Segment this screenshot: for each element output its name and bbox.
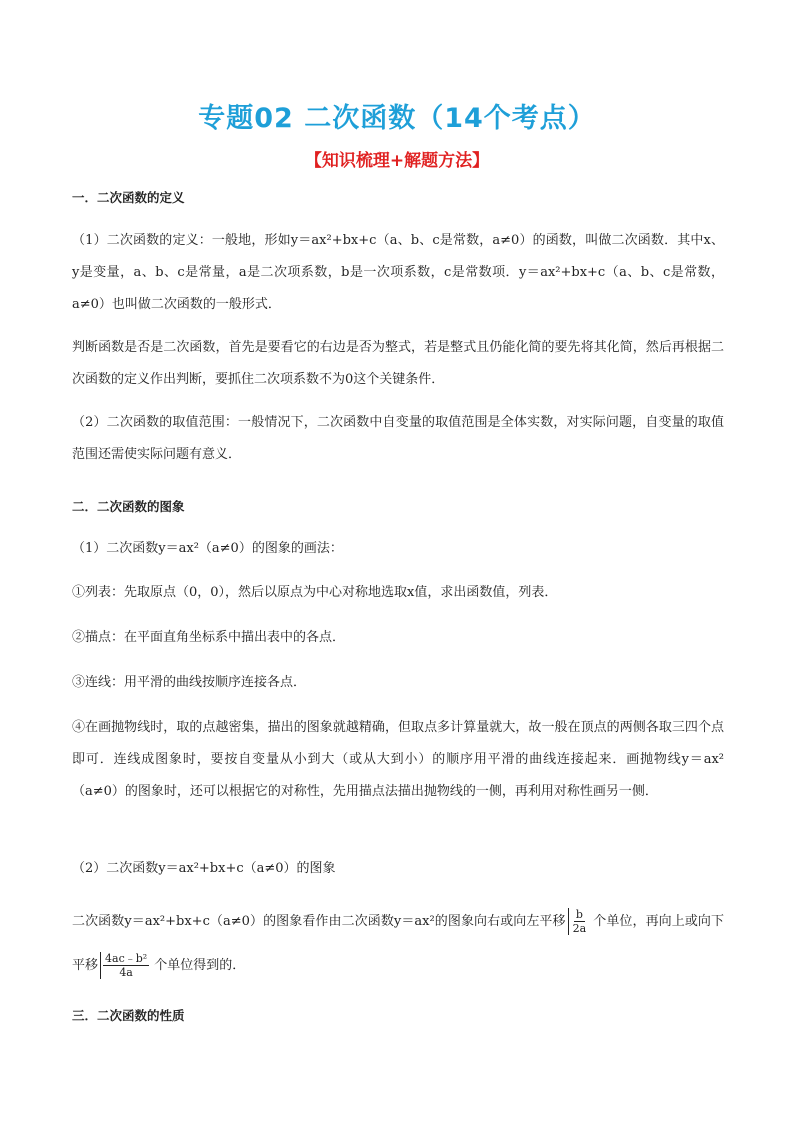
fraction-numerator: b [575,908,583,921]
page-subtitle: 【知识梳理+解题方法】 [304,151,490,171]
section-1-paragraph-1: （1）二次函数的定义：一般地，形如y＝ax²+bx+c（a、b、c是常数，a≠0）的函数，叫做二次函数．其中x、y是变量，a、b、c是常量，a是二次项系数，b是一次项系数，c是常数项．y＝ax²+bx+c（a、b、c是常数，a≠0）也叫做二次函数的一般形式． [72,233,724,312]
translation-text-1: 二次函数y＝ax²+bx+c（a≠0）的图象看作由二次函数y＝ax²的图象向右或向左平移 [72,914,566,929]
translation-text-3: 个单位得到的． [154,958,246,973]
section-2-step-plot: ②描点：在平面直角坐标系中描出表中的各点． [72,630,346,645]
fraction-denominator: 4a [119,966,133,979]
page-title: 专题02 二次函数（14个考点） [198,103,596,134]
section-1-paragraph-2: 判断函数是否是二次函数，首先是要看它的右边是否为整式，若是整式且仍能化简的要先将其化简，然后再根据二次函数的定义作出判断，要抓住二次项系数不为0这个关键条件． [72,340,724,387]
section-2-paragraph-general: （2）二次函数y＝ax²+bx+c（a≠0）的图象 [72,861,336,876]
section-1-paragraph-3: （2）二次函数的取值范围：一般情况下，二次函数中自变量的取值范围是全体实数，对实际问题，自变量的取值范围还需使实际问题有意义． [72,415,724,462]
fraction-numerator: 4ac﹣b² [105,952,148,965]
section-2-step-list: ①列表：先取原点（0，0），然后以原点为中心对称地选取x值，求出函数值，列表． [72,585,558,600]
section-2-heading: 二．二次函数的图象 [72,499,185,514]
fraction-denominator: 2a [572,922,587,935]
section-1-heading: 一．二次函数的定义 [72,190,185,205]
fraction-vertex-y [100,952,152,979]
section-2-step-connect: ③连线：用平滑的曲线按顺序连接各点． [72,675,307,690]
section-2-translation-paragraph [72,900,724,988]
translation-text-2: 个单位，再向上或向下平移 [72,914,724,973]
section-2-paragraph-1: （1）二次函数y＝ax²（a≠0）的图象的画法： [72,541,343,556]
section-3-heading: 三．二次函数的性质 [72,1008,185,1023]
fraction-b-over-2a [568,908,592,935]
section-2-step-notes: ④在画抛物线时，取的点越密集，描出的图象就越精确，但取点多计算量就大，故一般在顶点的两侧各取三四个点即可．连线成图象时，要按自变量从小到大（或从大到小）的顺序用平滑的曲线连接起来．画抛物线y＝ax²（a≠0）的图象时，还可以根据它的对称性，先用描点法描出抛物线的一侧，再利用对称性画另一侧． [72,720,724,799]
